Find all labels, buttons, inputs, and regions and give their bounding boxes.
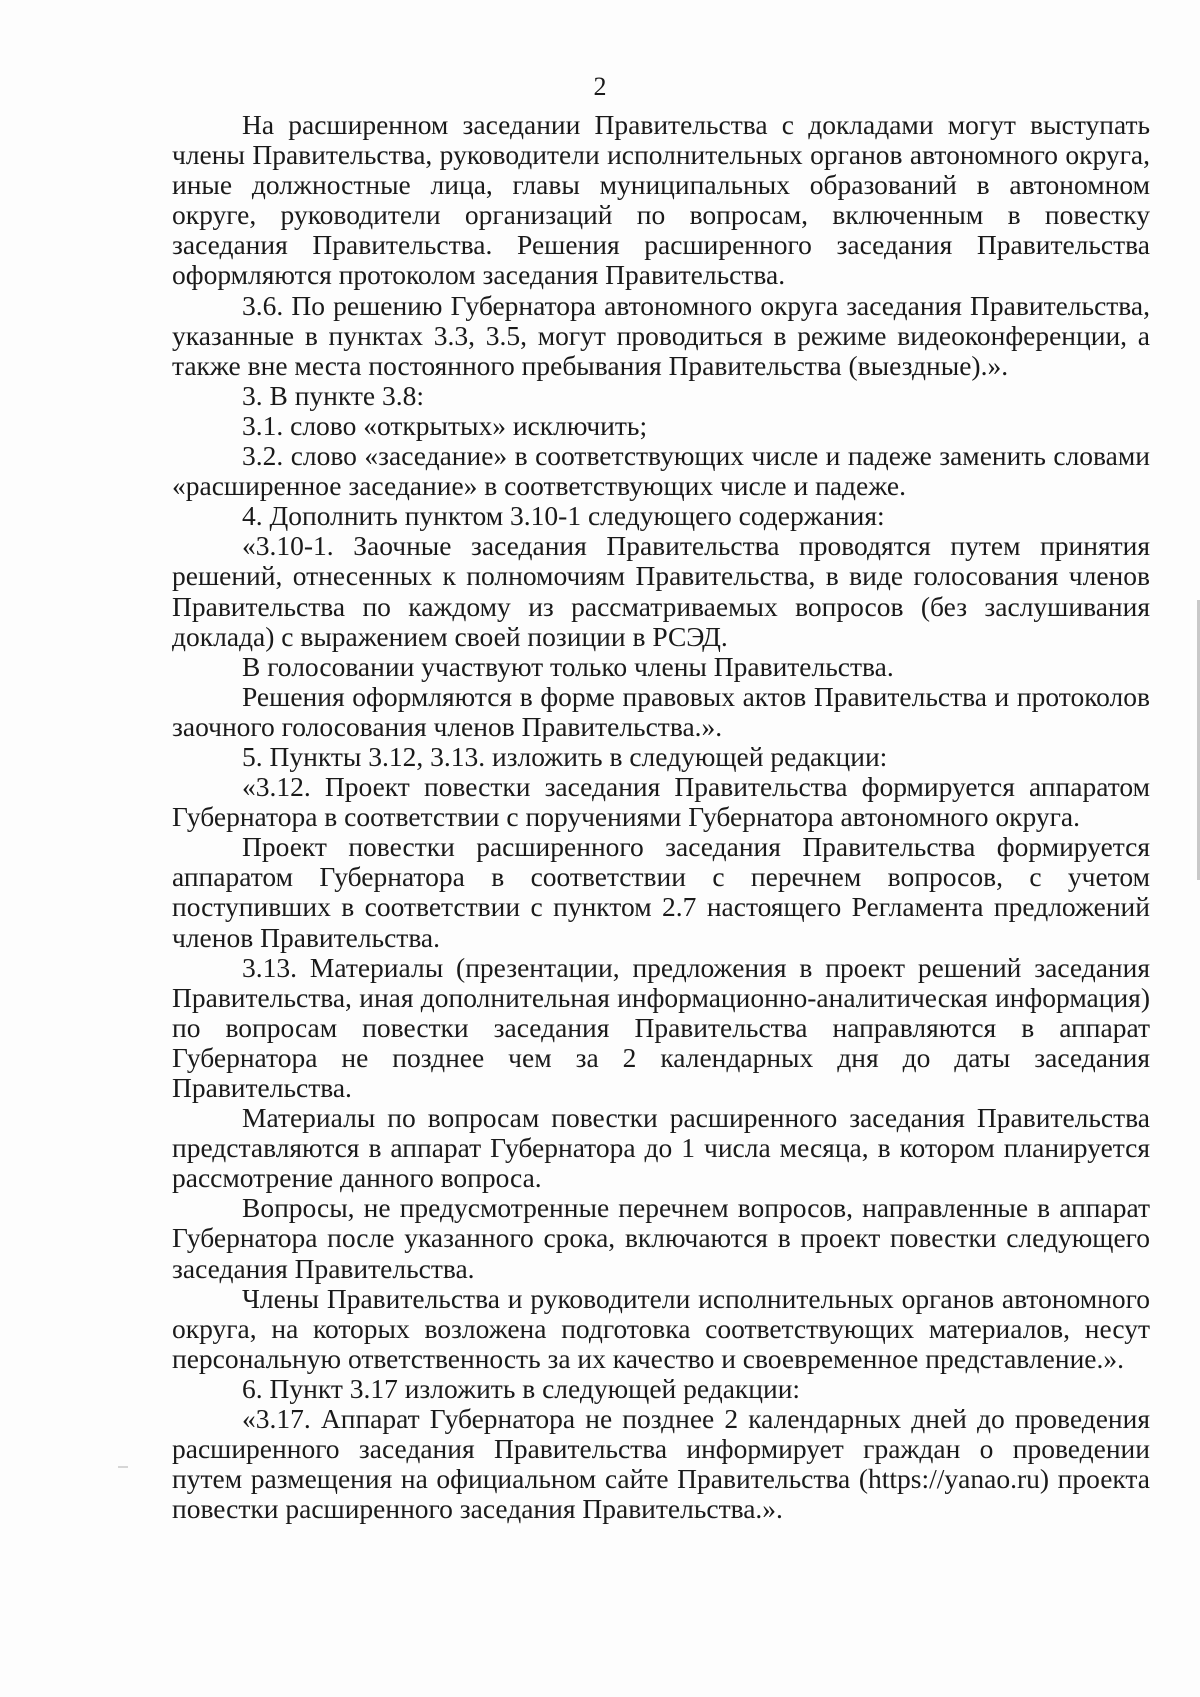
paragraph-3-12: «3.12. Проект повестки заседания Правительства формируется аппаратом Губернатора в соответствии с поручениями Губернатора автономного округа.	[172, 771, 1150, 833]
paragraph-extended-agenda: Проект повестки расширенного заседания Правительства формируется аппаратом Губернатора в соответствии с перечнем вопросов, с учетом поступивших в соответствии с пунктом 2.7 настоящего Регламента предложений членов Правительства.	[172, 831, 1150, 953]
paragraph-item-5: 5. Пункты 3.12, 3.13. изложить в следующей редакции:	[242, 740, 888, 772]
page-number: 2	[593, 72, 607, 101]
paragraph-responsibility: Члены Правительства и руководители исполнительных органов автономного округа, на которых возложена подготовка соответствующих материалов, несут персональную ответственность за их качество и своевременное представление.».	[172, 1282, 1150, 1374]
paragraph-extended-meeting-speakers: На расширенном заседании Правительства с докладами могут выступать члены Правительства, руководители исполнительных органов автономного округа, иные должностные лица, главы муниципальных образований в автономном округе, руководители организаций по вопросам, включенным в повестку заседания Правительства. Решения расширенного заседания Правительства оформляются протоколом заседания Правительства.	[172, 109, 1150, 291]
paragraph-3-10-1: «3.10-1. Заочные заседания Правительства проводятся путем принятия решений, отнесенных к полномочиям Правительства, в виде голосования членов Правительства по каждому из рассматриваемых вопросов (без заслушивания доклада) с выражением своей позиции в РСЭД.	[172, 530, 1150, 652]
paragraph-3-6: 3.6. По решению Губернатора автономного округа заседания Правительства, указанные в пунктах 3.3, 3.5, могут проводиться в режиме видеоконференции, а также вне места постоянного пребывания Правительства (выездные).».	[172, 289, 1150, 381]
scan-speck	[118, 1466, 128, 1468]
paragraph-item-3: 3. В пункте 3.8:	[242, 379, 425, 411]
paragraph-extended-materials: Материалы по вопросам повестки расширенного заседания Правительства представляются в аппарат Губернатора до 1 числа месяца, в котором планируется рассмотрение данного вопроса.	[172, 1102, 1150, 1194]
paragraph-item-3-2: 3.2. слово «заседание» в соответствующих числе и падеже заменить словами «расширенное заседание» в соответствующих числе и падеже.	[172, 440, 1150, 502]
paragraph-voting-members: В голосовании участвуют только члены Правительства.	[242, 650, 894, 682]
paragraph-item-4: 4. Дополнить пунктом 3.10-1 следующего содержания:	[242, 500, 885, 532]
paragraph-3-17: «3.17. Аппарат Губернатора не позднее 2 календарных дней до проведения расширенного заседания Правительства информирует граждан о проведении путем размещения на официальном сайте Правительства (https://yanao.ru) проекта повестки расширенного заседания Правительства.».	[172, 1403, 1150, 1525]
paragraph-item-3-1: 3.1. слово «открытых» исключить;	[242, 409, 648, 441]
paragraph-item-6: 6. Пункт 3.17 изложить в следующей редакции:	[242, 1372, 801, 1404]
document-body	[172, 110, 1150, 1524]
paragraph-unplanned-questions: Вопросы, не предусмотренные перечнем вопросов, направленные в аппарат Губернатора после указанного срока, включаются в проект повестки следующего заседания Правительства.	[172, 1192, 1150, 1284]
paragraph-3-13: 3.13. Материалы (презентации, предложения в проект решений заседания Правительства, иная дополнительная информационно-аналитическая информация) по вопросам повестки заседания Правительства направляются в аппарат Губернатора не позднее чем за 2 календарных дня до даты заседания Правительства.	[172, 951, 1150, 1103]
paragraph-decisions-form: Решения оформляются в форме правовых актов Правительства и протоколов заочного голосования членов Правительства.».	[172, 680, 1150, 742]
